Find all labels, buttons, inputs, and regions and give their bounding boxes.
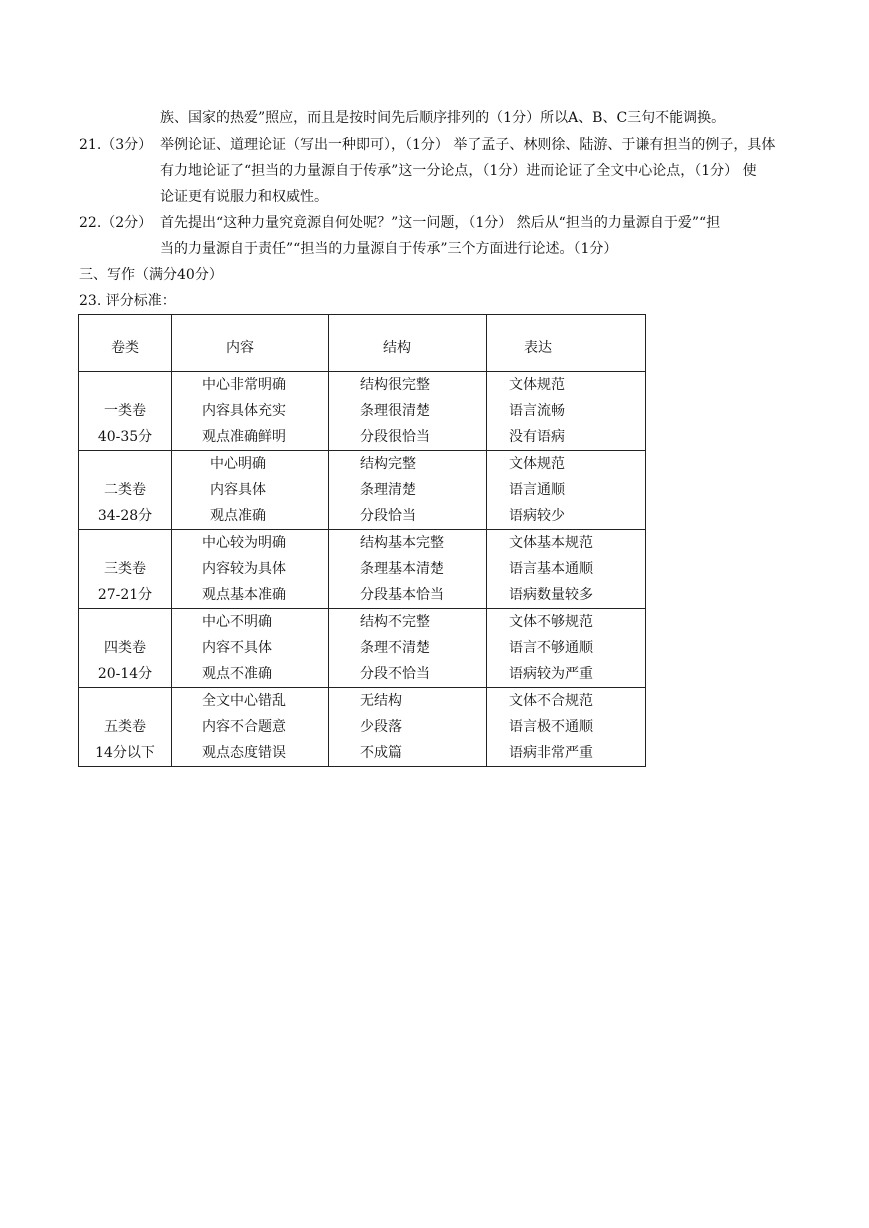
content-cell: 中心较为明确 内容较为具体 观点基本准确 bbox=[172, 530, 329, 609]
header-cell-structure: 结构 bbox=[329, 315, 487, 372]
content-cell: 中心不明确 内容不具体 观点不准确 bbox=[172, 609, 329, 688]
question-23-heading: 23. 评分标准： bbox=[79, 293, 176, 309]
question-22-number: 22.（2分） bbox=[79, 215, 153, 231]
table-row bbox=[79, 688, 646, 767]
structure-cell: 结构不完整 条理不清楚 分段不恰当 bbox=[329, 609, 487, 688]
expression-cell: 文体不合规范 语言极不通顺 语病非常严重 bbox=[487, 688, 646, 767]
structure-cell: 结构很完整 条理很清楚 分段很恰当 bbox=[329, 372, 487, 451]
structure-cell: 无结构 少段落 不成篇 bbox=[329, 688, 487, 767]
answer-20-continuation: 族、国家的热爱”照应，而且是按时间先后顺序排列的（1分）所以A、B、C三句不能调换。 bbox=[160, 110, 726, 126]
structure-cell: 结构基本完整 条理基本清楚 分段基本恰当 bbox=[329, 530, 487, 609]
table-header-row bbox=[79, 315, 646, 372]
content-cell: 全文中心错乱 内容不合题意 观点态度错误 bbox=[172, 688, 329, 767]
expression-cell: 文体规范 语言通顺 语病较少 bbox=[487, 451, 646, 530]
question-22-line-2: 当的力量源自于责任”“担当的力量源自于传承”三个方面进行论述。（1分） bbox=[160, 241, 618, 257]
table-row bbox=[79, 530, 646, 609]
expression-cell: 文体规范 语言流畅 没有语病 bbox=[487, 372, 646, 451]
question-21-line-1: 举例论证、道理论证（写出一种即可），（1分） 举了孟子、林则徐、陆游、于谦有担当的例子，具体 bbox=[160, 137, 776, 153]
section-heading-writing: 三、写作（满分40分） bbox=[79, 267, 223, 283]
header-cell-category: 卷类 bbox=[79, 315, 172, 372]
category-cell: 一类卷 40-35分 bbox=[79, 372, 172, 451]
category-cell: 四类卷 20-14分 bbox=[79, 609, 172, 688]
content-cell: 中心非常明确 内容具体充实 观点准确鲜明 bbox=[172, 372, 329, 451]
category-cell: 五类卷 14分以下 bbox=[79, 688, 172, 767]
question-22-line-1: 首先提出“这种力量究竟源自何处呢？”这一问题，（1分） 然后从“担当的力量源自于爱”“担 bbox=[160, 215, 721, 231]
header-cell-content: 内容 bbox=[172, 315, 329, 372]
content-cell: 中心明确 内容具体 观点准确 bbox=[172, 451, 329, 530]
table-row bbox=[79, 451, 646, 530]
question-21-line-2: 有力地论证了“担当的力量源自于传承”这一分论点，（1分）进而论证了全文中心论点，（1分） 使 bbox=[160, 163, 757, 179]
expression-cell: 文体基本规范 语言基本通顺 语病数量较多 bbox=[487, 530, 646, 609]
question-21-line-3: 论证更有说服力和权威性。 bbox=[160, 189, 328, 205]
category-cell: 三类卷 27-21分 bbox=[79, 530, 172, 609]
structure-cell: 结构完整 条理清楚 分段恰当 bbox=[329, 451, 487, 530]
expression-cell: 文体不够规范 语言不够通顺 语病较为严重 bbox=[487, 609, 646, 688]
scoring-rubric-table bbox=[78, 314, 646, 767]
header-cell-expression: 表达 bbox=[487, 315, 646, 372]
table-row bbox=[79, 609, 646, 688]
question-21-number: 21.（3分） bbox=[79, 137, 153, 153]
category-cell: 二类卷 34-28分 bbox=[79, 451, 172, 530]
table-row bbox=[79, 372, 646, 451]
